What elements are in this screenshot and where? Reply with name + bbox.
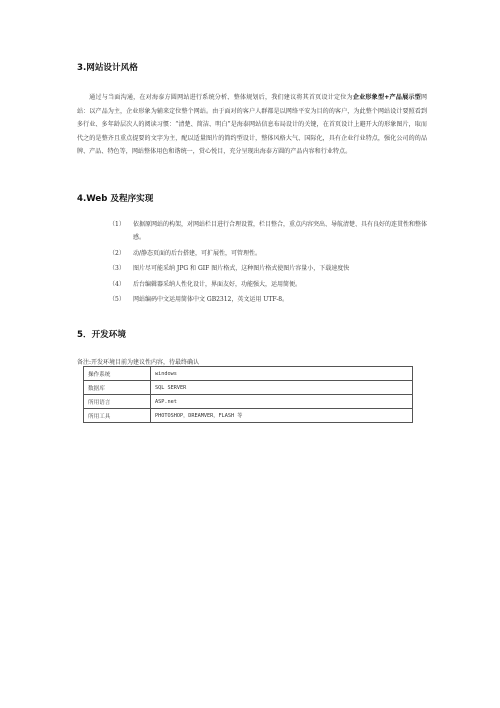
section-heading-env: 5．开发环境	[77, 330, 126, 340]
list-item	[109, 218, 429, 244]
list-item	[109, 262, 429, 275]
section-heading-style: 3.网站设计风格	[77, 63, 138, 73]
list-item-text: 动/静态页面的后台搭建，可扩展性，可管理性。	[133, 249, 262, 257]
list-item-number: （2）	[109, 249, 125, 257]
table-cell-value: SQL SERVER	[151, 381, 413, 395]
list-item	[109, 278, 429, 291]
style-paragraph-bold: 企业形象型+产品展示型	[352, 94, 421, 101]
list-item-number: （5）	[109, 296, 125, 304]
list-item-text: 依据原网站的构架，对网站栏目进行合理设置，栏目整合，重点内容突出、导航清楚、具有良好的连贯性和整体感。	[133, 221, 428, 241]
list-item	[109, 247, 429, 260]
impl-list	[109, 218, 429, 309]
table-row	[84, 409, 413, 423]
table-row	[84, 367, 413, 381]
table-cell-value: windows	[151, 367, 413, 381]
table-row	[84, 395, 413, 409]
style-paragraph-intro: 通过与当面沟通，在对海泰方圆网站进行系统分析、整体规划后，我们建议将其首页设计定位为	[89, 94, 353, 101]
env-table	[83, 366, 413, 423]
list-item	[109, 293, 429, 306]
list-item-number: （4）	[109, 280, 125, 288]
table-cell-key: 数据库	[84, 381, 151, 395]
table-cell-value: ASP.net	[151, 395, 413, 409]
list-item-number: （3）	[109, 265, 125, 273]
table-cell-key: 所用工具	[84, 409, 151, 423]
list-item-text: 图片尽可能采纳 JPG 和 GIF 图片格式，这种图片格式使图片容量小，下载速度快	[133, 265, 350, 273]
table-cell-value: PHOTOSHOP，DREAMVER，FLASH 等	[151, 409, 413, 423]
table-row	[84, 381, 413, 395]
list-item-text: 网站编码中文运用简体中文 GB2312，英文运用 UTF-8。	[133, 296, 289, 304]
list-item-text: 后台编辑器采纳人性化设计，界面友好，功能强大，运用简便。	[133, 280, 302, 288]
table-cell-key: 所用语言	[84, 395, 151, 409]
section-heading-impl: 4.Web 及程序实现	[77, 194, 154, 204]
list-item-number: （1）	[109, 221, 125, 228]
table-cell-key: 操作系统	[84, 367, 151, 381]
env-note: 备注:开发环境目前为建议性内容，待最终确认	[77, 359, 200, 366]
style-paragraph	[77, 91, 427, 159]
style-paragraph-rest: 网站：以产品为主，企业形象为辅来定位整个网站。由于面对的客户人群都是以网络平安为目的的客户，为此整个网站设计要照看到多行业、多年龄层次人的阅读习惯：“清楚、简洁、明白”是海泰网站信息布局设计的关键，在首页设计上避开大的形象图片，取而代之的是整齐且重点提要的文字为主，配以适量图片的简约型设计，整体风格大气、国际化，具有企业行业特点，强化公司的的品牌、产品、特色等，网站整体用色和谐统一，赏心悦目，充分呈现出海泰方圆的产品内容和行业特点。	[77, 94, 428, 155]
